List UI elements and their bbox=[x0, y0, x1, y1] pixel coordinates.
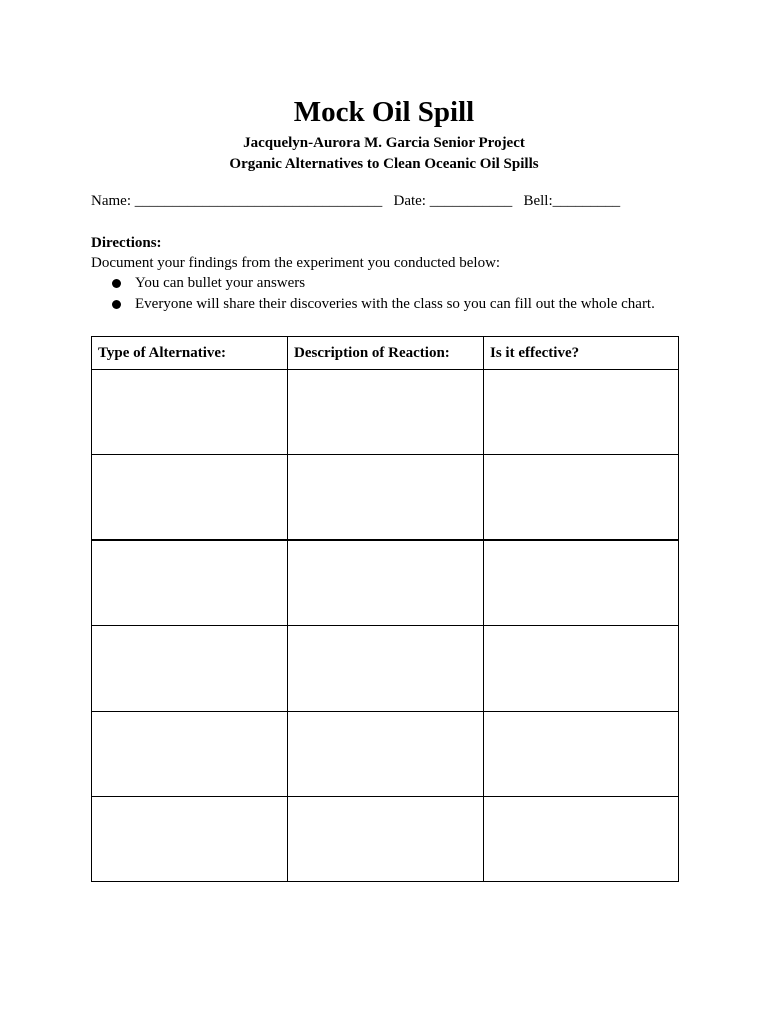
table-cell[interactable] bbox=[92, 540, 288, 626]
bullet-text: Everyone will share their discoveries with the class so you can fill out the whole chart. bbox=[135, 295, 655, 312]
table-row bbox=[92, 370, 679, 455]
list-item bbox=[91, 294, 655, 315]
table-cell[interactable] bbox=[484, 796, 679, 881]
table-cell[interactable] bbox=[484, 370, 679, 455]
table-cell[interactable] bbox=[288, 455, 484, 541]
table-cell[interactable] bbox=[288, 626, 484, 711]
table-cell[interactable] bbox=[484, 455, 679, 541]
table-cell[interactable] bbox=[288, 540, 484, 626]
author-line: Jacquelyn-Aurora M. Garcia Senior Project bbox=[243, 135, 525, 151]
list-item bbox=[91, 273, 655, 294]
page-title: Mock Oil Spill bbox=[293, 96, 475, 128]
bullet-icon bbox=[112, 300, 121, 309]
table-cell[interactable] bbox=[484, 626, 679, 711]
header-is-it-effective: Is it effective? bbox=[484, 337, 679, 370]
table-cell[interactable] bbox=[92, 796, 288, 881]
directions-bullet-list bbox=[91, 273, 655, 314]
table-cell[interactable] bbox=[288, 370, 484, 455]
table-cell[interactable] bbox=[92, 370, 288, 455]
table-cell[interactable] bbox=[288, 711, 484, 796]
table-cell[interactable] bbox=[288, 796, 484, 881]
bullet-icon bbox=[112, 279, 121, 288]
table-row bbox=[92, 711, 679, 796]
table-cell[interactable] bbox=[484, 540, 679, 626]
table-row bbox=[92, 796, 679, 881]
table-cell[interactable] bbox=[484, 711, 679, 796]
table-cell[interactable] bbox=[92, 455, 288, 541]
table-cell[interactable] bbox=[92, 711, 288, 796]
table-row bbox=[92, 540, 679, 626]
name-date-bell-fields: Name: _________________________________ Date: ___________ Bell:_________ bbox=[91, 193, 621, 209]
table-row bbox=[92, 626, 679, 711]
directions-text: Document your findings from the experiment you conducted below: bbox=[91, 255, 501, 271]
table-cell[interactable] bbox=[92, 626, 288, 711]
findings-table bbox=[91, 336, 679, 882]
table-row bbox=[92, 455, 679, 541]
directions-heading: Directions: bbox=[91, 235, 162, 251]
table-header-row bbox=[92, 337, 679, 370]
bullet-text: You can bullet your answers bbox=[135, 275, 306, 291]
header-type-of-alternative: Type of Alternative: bbox=[92, 337, 288, 370]
header-description-of-reaction: Description of Reaction: bbox=[288, 337, 484, 370]
project-title: Organic Alternatives to Clean Oceanic Oil Spills bbox=[229, 156, 539, 172]
